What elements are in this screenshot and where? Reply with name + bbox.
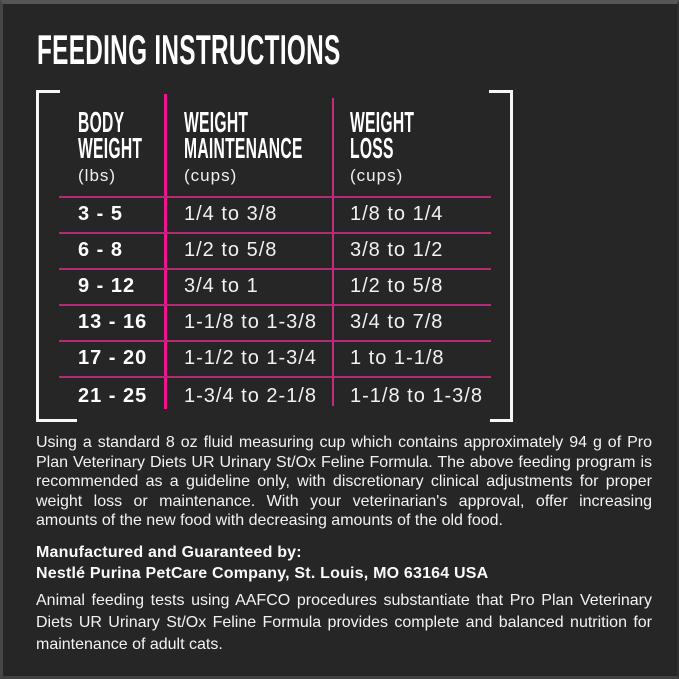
table-row [36,340,513,376]
page-title: FEEDING INSTRUCTIONS [37,26,341,73]
usage-note: Using a standard 8 oz fluid measuring cup which contains approximately 94 g of Pro Plan Veterinary Diets UR Urinary St/Ox Feline Formula. The above feeding program is recommended as a guideline only, with discretionary clinical adjustments for proper weight loss or maintenance. With your veterinarian's approval, offer increasing amounts of the new food with decreasing amounts of the old food. [36,434,652,530]
table-bracket-arm-bottom-right [490,419,513,422]
column-unit: (cups) [350,166,404,185]
column-header-body-weight: BODY WEIGHT (lbs) [78,110,197,186]
loss-value: 3/8 to 1/2 [350,239,444,261]
table-row [36,378,513,414]
manufacturer-name: Nestlé Purina PetCare Company, St. Louis, MO 63164 USA [36,564,489,582]
loss-value: 1-1/8 to 1-3/8 [350,385,483,407]
manufacturer-block [36,543,652,584]
body-weight-value: 3 - 5 [78,203,124,225]
body-weight-value: 13 - 16 [78,311,148,333]
column-unit: (lbs) [78,166,117,185]
body-weight-value: 9 - 12 [78,275,136,297]
loss-value: 1/2 to 5/8 [350,275,444,297]
column-unit: (cups) [184,166,238,185]
maintenance-value: 1-3/4 to 2-1/8 [184,385,317,407]
table-bracket-arm-bottom-left [36,419,77,422]
body-weight-value: 21 - 25 [78,385,148,407]
column-header-weight-loss: WEIGHT LOSS (cups) [350,110,469,186]
maintenance-value: 1/4 to 3/8 [184,203,278,225]
feeding-table [36,90,513,422]
aafco-note: Animal feeding tests using AAFCO procedures substantiate that Pro Plan Veterinary Diets UR Urinary St/Ox Feline Formula provides complete and balanced nutrition for maintenance of adult cats. [36,592,652,653]
maintenance-value: 1-1/2 to 1-3/4 [184,347,317,369]
table-bracket-arm-top-right [489,90,513,93]
table-row [36,304,513,340]
loss-value: 1 to 1-1/8 [350,347,445,369]
table-row [36,232,513,268]
body-weight-value: 6 - 8 [78,239,124,261]
maintenance-value: 1/2 to 5/8 [184,239,278,261]
body-weight-value: 17 - 20 [78,347,148,369]
maintenance-value: 1-1/8 to 1-3/8 [184,311,317,333]
table-row [36,196,513,232]
manufacturer-heading: Manufactured and Guaranteed by: [36,544,302,561]
loss-value: 3/4 to 7/8 [350,311,444,333]
table-bracket-arm-top-left [36,90,60,93]
loss-value: 1/8 to 1/4 [350,203,444,225]
column-header-weight-maintenance: WEIGHT MAINTENANCE (cups) [184,110,404,186]
maintenance-value: 3/4 to 1 [184,275,259,297]
table-row [36,268,513,304]
